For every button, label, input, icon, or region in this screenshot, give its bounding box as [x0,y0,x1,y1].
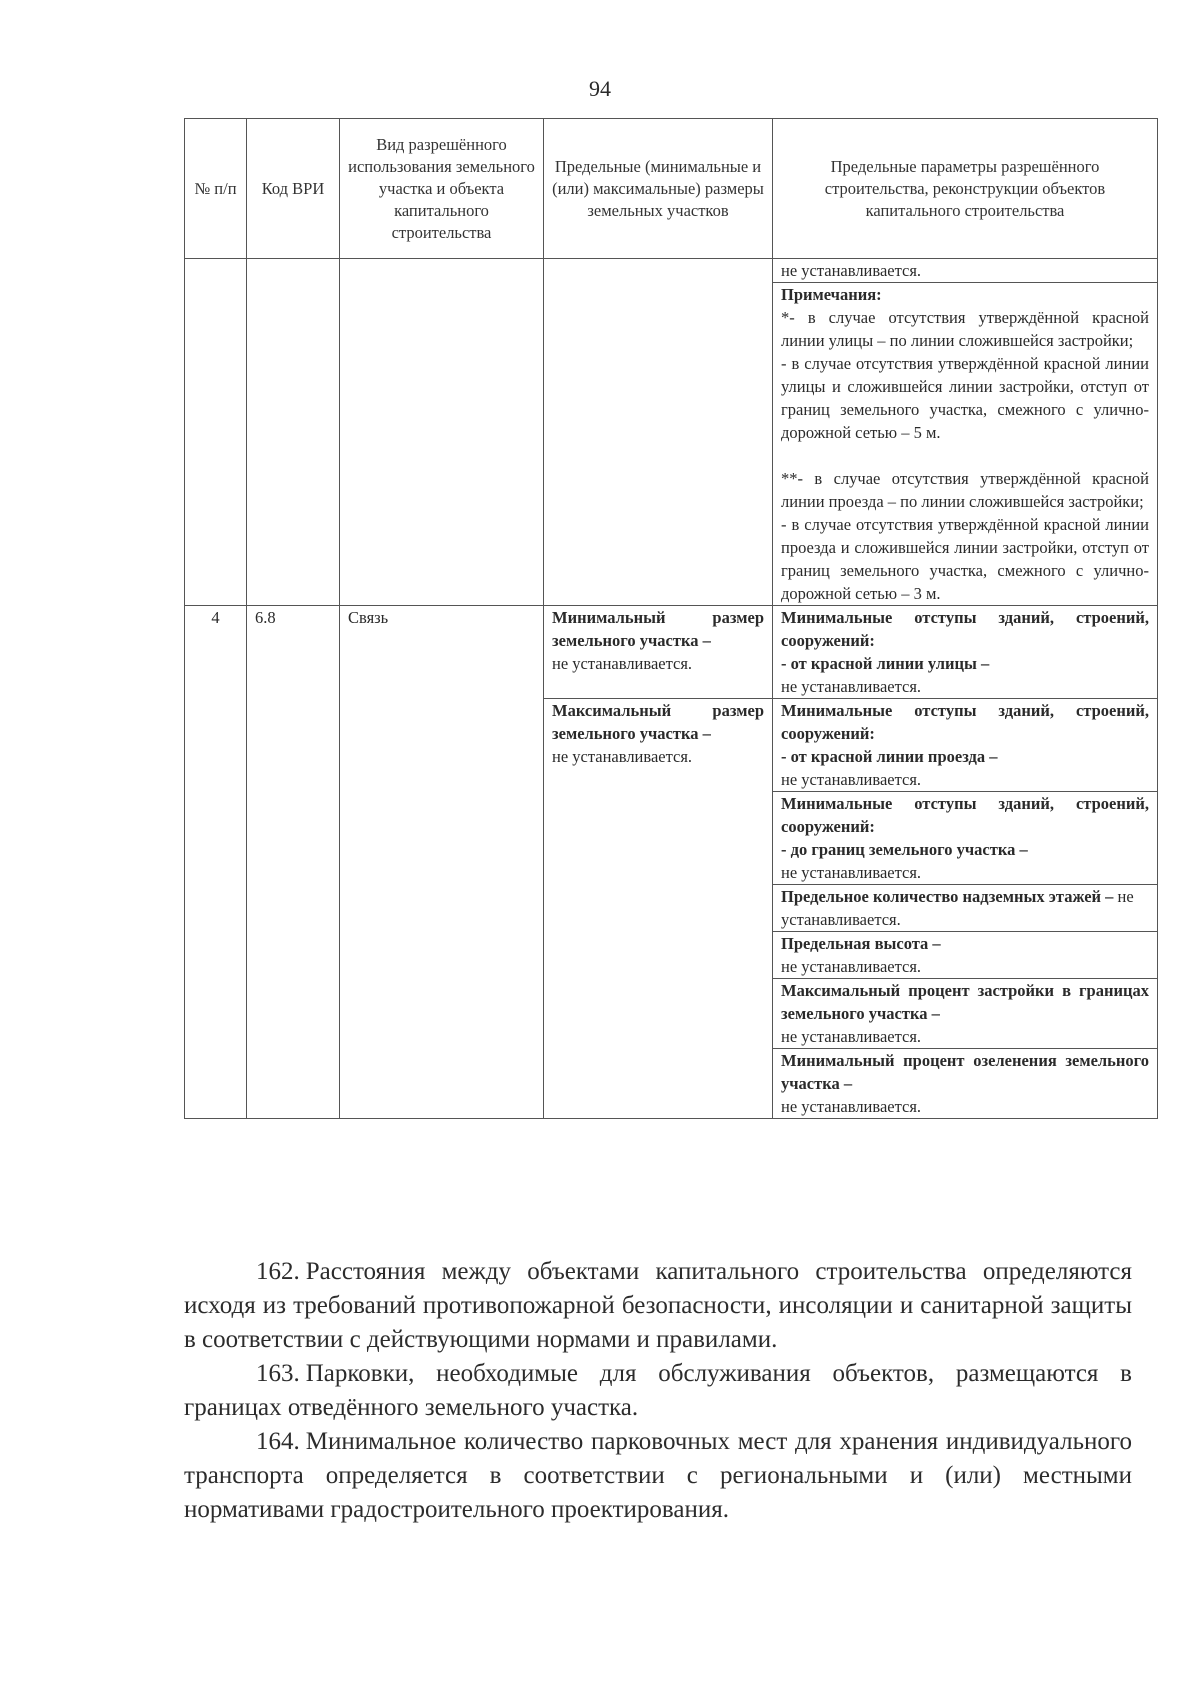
p1-line: - от красной линии улицы – [781,654,990,673]
paragraph-164 [184,1425,1132,1527]
paragraph-162 [184,1255,1132,1357]
row4-param-1 [773,606,1158,699]
p6-title: Максимальный процент застройки в границах земельного участка – [781,981,1149,1023]
row4-max-size [544,699,773,1119]
row4-num: 4 [185,606,247,1119]
p2-line: - от красной линии проезда – [781,747,998,766]
notes-title: Примечания: [781,285,882,304]
header-sizes: Предельные (минимальные и (или) максимальные) размеры земельных участков [544,119,773,259]
cont-sizes-cell [544,259,773,606]
p3-value: не устанавливается. [781,863,922,882]
p5-value: не устанавливается. [781,957,922,976]
table-header-row [185,119,1158,259]
paragraph-number: 163. [256,1360,300,1387]
row4-param-3 [773,792,1158,885]
header-params: Предельные параметры разрешённого строительства, реконструкции объектов капитального строительства [773,119,1158,259]
min-size-value: не устанавливается. [552,654,693,673]
max-size-title: Максимальный размер земельного участка – [552,701,764,743]
p3-line: - до границ земельного участка – [781,840,1028,859]
row4-param-2 [773,699,1158,792]
row4-param-6 [773,979,1158,1049]
p7-value: не устанавливается. [781,1097,922,1116]
paragraph-text: Расстояния между объектами капитального строительства определяются исходя из требований противопожарной безопасности, инсоляции и санитарной защиты в соответствии с действующими нормами и правилами. [184,1258,1132,1353]
cont-top-cell: не устанавливается. [773,259,1158,283]
header-kind: Вид разрешённого использования земельного участка и объекта капитального строительства [340,119,544,259]
paragraph-number: 164. [256,1428,300,1455]
paragraph-text: Минимальное количество парковочных мест для хранения индивидуального транспорта определяется в соответствии с региональными и (или) местными нормативами градостроительного проектирования. [184,1428,1132,1523]
p4-value: не устанавливается. [781,887,1134,929]
cont-code-cell [247,259,340,606]
regulations-table [184,118,1158,1119]
header-num: № п/п [185,119,247,259]
page-number: 94 [589,76,611,101]
p3-title: Минимальные отступы зданий, строений, сооружений: [781,794,1149,836]
p2-title: Минимальные отступы зданий, строений, сооружений: [781,701,1149,743]
paragraph-163 [184,1357,1132,1425]
row4-param-7 [773,1049,1158,1119]
paragraph-number: 162. [256,1258,300,1285]
note-2b: - в случае отсутствия утверждённой красной линии проезда и сложившейся линии застройки, отступ от границ земельного участка, смежного с улично-дорожной сетью – 3 м. [781,515,1149,603]
notes-cell [773,283,1158,606]
note-1a: *- в случае отсутствия утверждённой красной линии улицы – по линии сложившейся застройки; [781,308,1149,350]
note-1b: - в случае отсутствия утверждённой красной линии улицы и сложившейся линии застройки, отступ от границ земельного участка, смежного с улично-дорожной сетью – 5 м. [781,354,1149,442]
p6-value: не устанавливается. [781,1027,922,1046]
row4-min-size [544,606,773,699]
table-row [185,259,1158,283]
row4-kind: Связь [340,606,544,1119]
p4-title: Предельное количество надземных этажей – [781,887,1114,906]
header-code: Код ВРИ [247,119,340,259]
row4-param-4 [773,885,1158,932]
cont-kind-cell [340,259,544,606]
row4-param-5 [773,932,1158,979]
p5-title: Предельная высота – [781,934,941,953]
table-row [185,606,1158,699]
max-size-value: не устанавливается. [552,747,693,766]
min-size-title: Минимальный размер земельного участка – [552,608,764,650]
row4-code: 6.8 [247,606,340,1119]
p7-title: Минимальный процент озеленения земельного участка – [781,1051,1149,1093]
body-paragraphs [184,1255,1132,1527]
cont-num-cell [185,259,247,606]
p2-value: не устанавливается. [781,770,922,789]
p1-value: не устанавливается. [781,677,922,696]
note-2a: **- в случае отсутствия утверждённой красной линии проезда – по линии сложившейся застройки; [781,469,1149,511]
p1-title: Минимальные отступы зданий, строений, сооружений: [781,608,1149,650]
paragraph-text: Парковки, необходимые для обслуживания объектов, размещаются в границах отведённого земельного участка. [184,1360,1132,1421]
